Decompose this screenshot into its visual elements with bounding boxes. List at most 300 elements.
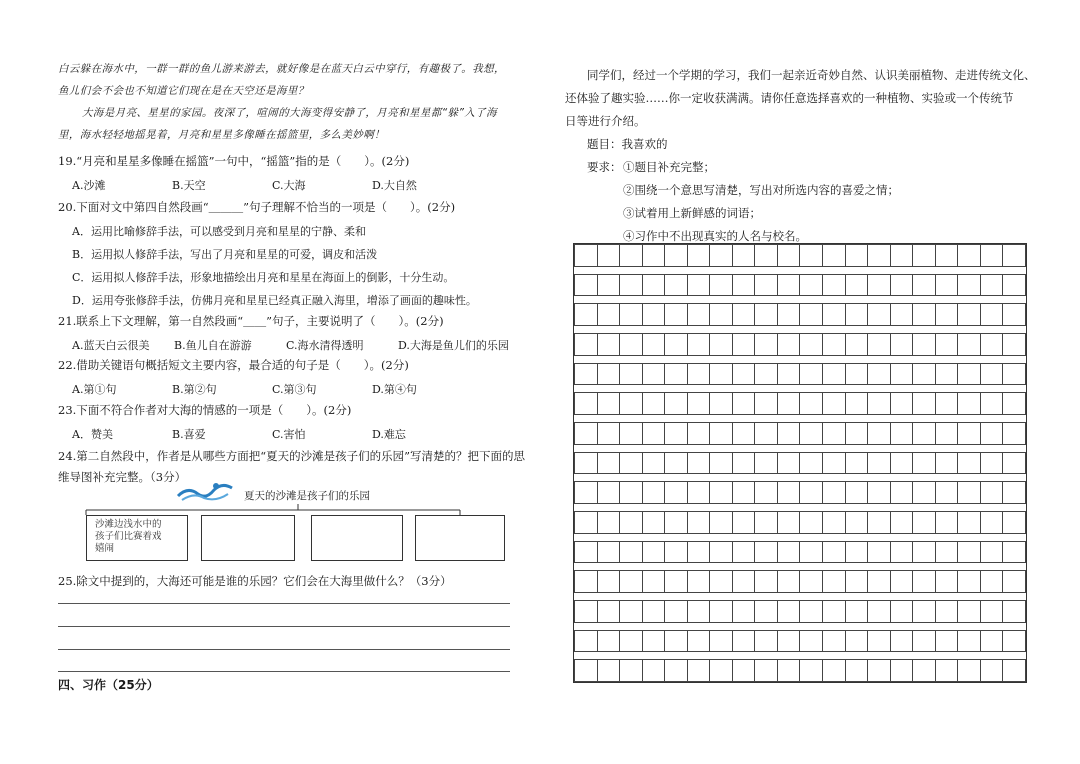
grid-cell[interactable] (597, 393, 620, 415)
grid-cell[interactable] (710, 245, 733, 267)
grid-cell[interactable] (642, 511, 665, 533)
grid-cell[interactable] (845, 511, 868, 533)
grid-cell[interactable] (755, 274, 778, 296)
grid-cell[interactable] (732, 482, 755, 504)
grid-cell[interactable] (732, 600, 755, 622)
grid-cell[interactable] (980, 274, 1003, 296)
grid-cell[interactable] (575, 571, 598, 593)
grid-cell[interactable] (732, 333, 755, 355)
grid-cell[interactable] (800, 274, 823, 296)
grid-cell[interactable] (665, 363, 688, 385)
grid-cell[interactable] (777, 600, 800, 622)
grid-cell[interactable] (935, 482, 958, 504)
grid-cell[interactable] (755, 333, 778, 355)
grid-cell[interactable] (823, 274, 846, 296)
grid-cell[interactable] (732, 274, 755, 296)
grid-cell[interactable] (958, 541, 981, 563)
grid-cell[interactable] (1003, 452, 1026, 474)
grid-cell[interactable] (935, 363, 958, 385)
grid-cell[interactable] (732, 393, 755, 415)
option-a[interactable]: A.沙滩 (72, 179, 106, 192)
grid-cell[interactable] (777, 511, 800, 533)
question-20-option-d[interactable]: D．运用夸张修辞手法，仿佛月亮和星星已经真正融入海里，增添了画面的趣味性。 (72, 294, 477, 307)
grid-cell[interactable] (958, 660, 981, 682)
grid-cell[interactable] (665, 333, 688, 355)
grid-cell[interactable] (710, 541, 733, 563)
answer-line-3[interactable] (58, 649, 510, 650)
grid-cell[interactable] (710, 274, 733, 296)
grid-cell[interactable] (823, 511, 846, 533)
mind-map-box-2[interactable] (201, 515, 295, 561)
grid-cell[interactable] (1003, 660, 1026, 682)
grid-cell[interactable] (980, 422, 1003, 444)
grid-cell[interactable] (597, 630, 620, 652)
grid-cell[interactable] (800, 363, 823, 385)
grid-cell[interactable] (665, 274, 688, 296)
grid-cell[interactable] (575, 274, 598, 296)
grid-cell[interactable] (620, 422, 643, 444)
grid-cell[interactable] (958, 333, 981, 355)
grid-cell[interactable] (665, 630, 688, 652)
option-d[interactable]: D.大自然 (372, 179, 417, 192)
grid-cell[interactable] (710, 600, 733, 622)
grid-cell[interactable] (845, 304, 868, 326)
option-b[interactable]: B.第②句 (172, 383, 217, 396)
grid-cell[interactable] (935, 274, 958, 296)
grid-cell[interactable] (777, 660, 800, 682)
grid-cell[interactable] (777, 571, 800, 593)
grid-cell[interactable] (732, 541, 755, 563)
grid-cell[interactable] (913, 482, 936, 504)
grid-cell[interactable] (575, 630, 598, 652)
grid-cell[interactable] (935, 541, 958, 563)
grid-cell[interactable] (868, 333, 891, 355)
grid-cell[interactable] (575, 393, 598, 415)
grid-cell[interactable] (777, 630, 800, 652)
grid-cell[interactable] (800, 571, 823, 593)
grid-cell[interactable] (980, 511, 1003, 533)
grid-cell[interactable] (868, 511, 891, 533)
grid-cell[interactable] (710, 630, 733, 652)
grid-cell[interactable] (597, 571, 620, 593)
grid-cell[interactable] (800, 630, 823, 652)
grid-cell[interactable] (1003, 393, 1026, 415)
grid-cell[interactable] (800, 452, 823, 474)
grid-cell[interactable] (935, 333, 958, 355)
grid-cell[interactable] (890, 393, 913, 415)
grid-cell[interactable] (642, 422, 665, 444)
grid-cell[interactable] (755, 304, 778, 326)
grid-cell[interactable] (890, 452, 913, 474)
grid-cell[interactable] (913, 630, 936, 652)
option-b[interactable]: B.喜爱 (172, 428, 206, 441)
grid-cell[interactable] (777, 363, 800, 385)
grid-cell[interactable] (687, 511, 710, 533)
grid-cell[interactable] (620, 274, 643, 296)
grid-cell[interactable] (755, 422, 778, 444)
grid-cell[interactable] (845, 630, 868, 652)
grid-cell[interactable] (868, 600, 891, 622)
grid-cell[interactable] (913, 452, 936, 474)
question-20-option-c[interactable]: C．运用拟人修辞手法，形象地描绘出月亮和星星在海面上的倒影，十分生动。 (72, 271, 455, 284)
grid-cell[interactable] (845, 660, 868, 682)
grid-cell[interactable] (597, 482, 620, 504)
grid-cell[interactable] (755, 541, 778, 563)
grid-cell[interactable] (620, 660, 643, 682)
grid-cell[interactable] (913, 422, 936, 444)
grid-cell[interactable] (823, 333, 846, 355)
grid-cell[interactable] (755, 363, 778, 385)
option-d[interactable]: D.大海是鱼儿们的乐园 (398, 339, 509, 352)
grid-cell[interactable] (732, 660, 755, 682)
grid-cell[interactable] (732, 571, 755, 593)
grid-cell[interactable] (642, 333, 665, 355)
grid-cell[interactable] (687, 630, 710, 652)
option-a[interactable]: A．赞美 (72, 428, 113, 441)
grid-cell[interactable] (890, 333, 913, 355)
grid-cell[interactable] (868, 304, 891, 326)
grid-cell[interactable] (777, 274, 800, 296)
grid-cell[interactable] (642, 274, 665, 296)
grid-cell[interactable] (980, 600, 1003, 622)
grid-cell[interactable] (935, 600, 958, 622)
grid-cell[interactable] (958, 571, 981, 593)
grid-cell[interactable] (732, 304, 755, 326)
grid-cell[interactable] (1003, 363, 1026, 385)
grid-cell[interactable] (597, 541, 620, 563)
question-20-option-a[interactable]: A．运用比喻修辞手法，可以感受到月亮和星星的宁静、柔和 (72, 225, 366, 238)
grid-cell[interactable] (642, 304, 665, 326)
grid-cell[interactable] (868, 274, 891, 296)
grid-cell[interactable] (958, 600, 981, 622)
grid-cell[interactable] (777, 452, 800, 474)
grid-cell[interactable] (913, 393, 936, 415)
grid-cell[interactable] (845, 393, 868, 415)
grid-cell[interactable] (958, 245, 981, 267)
grid-cell[interactable] (800, 600, 823, 622)
grid-cell[interactable] (823, 422, 846, 444)
grid-cell[interactable] (642, 571, 665, 593)
option-d[interactable]: D.难忘 (372, 428, 406, 441)
grid-cell[interactable] (575, 452, 598, 474)
grid-cell[interactable] (845, 422, 868, 444)
grid-cell[interactable] (755, 600, 778, 622)
grid-cell[interactable] (732, 511, 755, 533)
grid-cell[interactable] (935, 660, 958, 682)
grid-cell[interactable] (800, 541, 823, 563)
grid-cell[interactable] (935, 571, 958, 593)
grid-cell[interactable] (980, 304, 1003, 326)
writing-grid[interactable] (573, 243, 1027, 683)
grid-cell[interactable] (710, 452, 733, 474)
grid-cell[interactable] (642, 245, 665, 267)
grid-cell[interactable] (665, 245, 688, 267)
option-b[interactable]: B.鱼儿自在游游 (174, 339, 252, 352)
grid-cell[interactable] (1003, 541, 1026, 563)
grid-cell[interactable] (710, 393, 733, 415)
grid-cell[interactable] (800, 333, 823, 355)
grid-cell[interactable] (687, 274, 710, 296)
grid-cell[interactable] (980, 363, 1003, 385)
grid-cell[interactable] (935, 245, 958, 267)
grid-cell[interactable] (913, 363, 936, 385)
grid-cell[interactable] (980, 393, 1003, 415)
option-c[interactable]: C.海水清得透明 (286, 339, 364, 352)
grid-cell[interactable] (890, 245, 913, 267)
grid-cell[interactable] (597, 363, 620, 385)
mind-map-box-4[interactable] (415, 515, 505, 561)
grid-cell[interactable] (777, 304, 800, 326)
grid-cell[interactable] (642, 630, 665, 652)
grid-cell[interactable] (823, 363, 846, 385)
grid-cell[interactable] (755, 511, 778, 533)
option-a[interactable]: A.蓝天白云很美 (72, 339, 150, 352)
grid-cell[interactable] (665, 511, 688, 533)
grid-cell[interactable] (665, 393, 688, 415)
grid-cell[interactable] (687, 541, 710, 563)
grid-cell[interactable] (958, 482, 981, 504)
grid-cell[interactable] (800, 393, 823, 415)
grid-cell[interactable] (777, 422, 800, 444)
option-b[interactable]: B.天空 (172, 179, 206, 192)
grid-cell[interactable] (620, 393, 643, 415)
grid-cell[interactable] (800, 482, 823, 504)
grid-cell[interactable] (687, 304, 710, 326)
grid-cell[interactable] (890, 422, 913, 444)
grid-cell[interactable] (868, 393, 891, 415)
grid-cell[interactable] (823, 541, 846, 563)
grid-cell[interactable] (665, 600, 688, 622)
grid-cell[interactable] (1003, 571, 1026, 593)
grid-cell[interactable] (980, 245, 1003, 267)
grid-cell[interactable] (980, 333, 1003, 355)
grid-cell[interactable] (890, 630, 913, 652)
grid-cell[interactable] (620, 630, 643, 652)
grid-cell[interactable] (665, 571, 688, 593)
grid-cell[interactable] (687, 482, 710, 504)
grid-cell[interactable] (935, 511, 958, 533)
grid-cell[interactable] (620, 452, 643, 474)
option-c[interactable]: C.大海 (272, 179, 306, 192)
grid-cell[interactable] (845, 245, 868, 267)
grid-cell[interactable] (755, 660, 778, 682)
answer-line-4[interactable] (58, 671, 510, 672)
grid-cell[interactable] (642, 393, 665, 415)
grid-cell[interactable] (1003, 600, 1026, 622)
grid-cell[interactable] (710, 571, 733, 593)
grid-cell[interactable] (890, 600, 913, 622)
grid-cell[interactable] (732, 452, 755, 474)
grid-cell[interactable] (868, 363, 891, 385)
grid-cell[interactable] (687, 571, 710, 593)
grid-cell[interactable] (755, 245, 778, 267)
grid-cell[interactable] (665, 541, 688, 563)
grid-cell[interactable] (935, 304, 958, 326)
grid-cell[interactable] (575, 482, 598, 504)
grid-cell[interactable] (868, 452, 891, 474)
option-c[interactable]: C.第③句 (272, 383, 317, 396)
grid-cell[interactable] (575, 333, 598, 355)
grid-cell[interactable] (642, 541, 665, 563)
grid-cell[interactable] (823, 571, 846, 593)
grid-cell[interactable] (755, 452, 778, 474)
grid-cell[interactable] (665, 452, 688, 474)
grid-cell[interactable] (845, 452, 868, 474)
grid-cell[interactable] (597, 600, 620, 622)
grid-cell[interactable] (665, 660, 688, 682)
grid-cell[interactable] (845, 363, 868, 385)
grid-cell[interactable] (777, 541, 800, 563)
grid-cell[interactable] (665, 422, 688, 444)
grid-cell[interactable] (620, 541, 643, 563)
grid-cell[interactable] (800, 422, 823, 444)
grid-cell[interactable] (575, 660, 598, 682)
grid-cell[interactable] (890, 541, 913, 563)
grid-cell[interactable] (913, 600, 936, 622)
grid-cell[interactable] (958, 630, 981, 652)
grid-cell[interactable] (710, 333, 733, 355)
grid-cell[interactable] (755, 393, 778, 415)
grid-cell[interactable] (1003, 482, 1026, 504)
grid-cell[interactable] (687, 393, 710, 415)
grid-cell[interactable] (575, 541, 598, 563)
grid-cell[interactable] (665, 304, 688, 326)
grid-cell[interactable] (642, 660, 665, 682)
grid-cell[interactable] (575, 600, 598, 622)
grid-cell[interactable] (913, 304, 936, 326)
grid-cell[interactable] (935, 393, 958, 415)
grid-cell[interactable] (642, 482, 665, 504)
grid-cell[interactable] (755, 630, 778, 652)
grid-cell[interactable] (620, 571, 643, 593)
option-a[interactable]: A.第①句 (72, 383, 117, 396)
grid-cell[interactable] (642, 600, 665, 622)
grid-cell[interactable] (1003, 274, 1026, 296)
grid-cell[interactable] (823, 630, 846, 652)
grid-cell[interactable] (890, 511, 913, 533)
grid-cell[interactable] (958, 363, 981, 385)
grid-cell[interactable] (597, 660, 620, 682)
grid-cell[interactable] (980, 541, 1003, 563)
grid-cell[interactable] (755, 482, 778, 504)
grid-cell[interactable] (800, 511, 823, 533)
grid-cell[interactable] (687, 245, 710, 267)
grid-cell[interactable] (575, 304, 598, 326)
grid-cell[interactable] (597, 304, 620, 326)
grid-cell[interactable] (575, 422, 598, 444)
grid-cell[interactable] (597, 422, 620, 444)
grid-cell[interactable] (755, 571, 778, 593)
question-20-option-b[interactable]: B．运用拟人修辞手法，写出了月亮和星星的可爱，调皮和活泼 (72, 248, 378, 261)
grid-cell[interactable] (710, 482, 733, 504)
grid-cell[interactable] (620, 363, 643, 385)
grid-cell[interactable] (958, 422, 981, 444)
grid-cell[interactable] (980, 630, 1003, 652)
grid-cell[interactable] (845, 600, 868, 622)
option-c[interactable]: C.害怕 (272, 428, 306, 441)
grid-cell[interactable] (935, 452, 958, 474)
grid-cell[interactable] (710, 304, 733, 326)
grid-cell[interactable] (687, 333, 710, 355)
grid-cell[interactable] (710, 660, 733, 682)
grid-cell[interactable] (845, 571, 868, 593)
grid-cell[interactable] (597, 274, 620, 296)
grid-cell[interactable] (620, 600, 643, 622)
grid-cell[interactable] (913, 333, 936, 355)
grid-cell[interactable] (980, 660, 1003, 682)
grid-cell[interactable] (913, 511, 936, 533)
grid-cell[interactable] (868, 571, 891, 593)
grid-cell[interactable] (575, 511, 598, 533)
grid-cell[interactable] (800, 304, 823, 326)
grid-cell[interactable] (980, 452, 1003, 474)
grid-cell[interactable] (980, 571, 1003, 593)
grid-cell[interactable] (777, 333, 800, 355)
grid-cell[interactable] (620, 511, 643, 533)
mind-map-box-3[interactable] (311, 515, 403, 561)
grid-cell[interactable] (777, 245, 800, 267)
grid-cell[interactable] (710, 363, 733, 385)
grid-cell[interactable] (687, 452, 710, 474)
grid-cell[interactable] (1003, 245, 1026, 267)
grid-cell[interactable] (958, 274, 981, 296)
grid-cell[interactable] (845, 333, 868, 355)
grid-cell[interactable] (980, 482, 1003, 504)
grid-cell[interactable] (1003, 333, 1026, 355)
grid-cell[interactable] (687, 422, 710, 444)
grid-cell[interactable] (777, 482, 800, 504)
grid-cell[interactable] (845, 274, 868, 296)
grid-cell[interactable] (732, 363, 755, 385)
grid-cell[interactable] (575, 245, 598, 267)
grid-cell[interactable] (620, 304, 643, 326)
grid-cell[interactable] (777, 393, 800, 415)
grid-cell[interactable] (800, 245, 823, 267)
grid-cell[interactable] (890, 660, 913, 682)
grid-cell[interactable] (890, 571, 913, 593)
option-d[interactable]: D.第④句 (372, 383, 417, 396)
grid-cell[interactable] (868, 630, 891, 652)
grid-cell[interactable] (1003, 511, 1026, 533)
grid-cell[interactable] (665, 482, 688, 504)
grid-cell[interactable] (597, 452, 620, 474)
grid-cell[interactable] (823, 304, 846, 326)
grid-cell[interactable] (597, 245, 620, 267)
grid-cell[interactable] (845, 541, 868, 563)
grid-cell[interactable] (800, 660, 823, 682)
grid-cell[interactable] (823, 482, 846, 504)
grid-cell[interactable] (687, 600, 710, 622)
grid-cell[interactable] (958, 393, 981, 415)
grid-cell[interactable] (687, 363, 710, 385)
grid-cell[interactable] (935, 630, 958, 652)
grid-cell[interactable] (868, 482, 891, 504)
grid-cell[interactable] (710, 422, 733, 444)
grid-cell[interactable] (890, 482, 913, 504)
grid-cell[interactable] (868, 422, 891, 444)
grid-cell[interactable] (597, 333, 620, 355)
grid-cell[interactable] (732, 630, 755, 652)
grid-cell[interactable] (958, 452, 981, 474)
grid-cell[interactable] (620, 245, 643, 267)
grid-cell[interactable] (935, 422, 958, 444)
grid-cell[interactable] (823, 660, 846, 682)
grid-cell[interactable] (1003, 422, 1026, 444)
grid-cell[interactable] (913, 245, 936, 267)
grid-cell[interactable] (575, 363, 598, 385)
grid-cell[interactable] (732, 245, 755, 267)
grid-cell[interactable] (913, 571, 936, 593)
